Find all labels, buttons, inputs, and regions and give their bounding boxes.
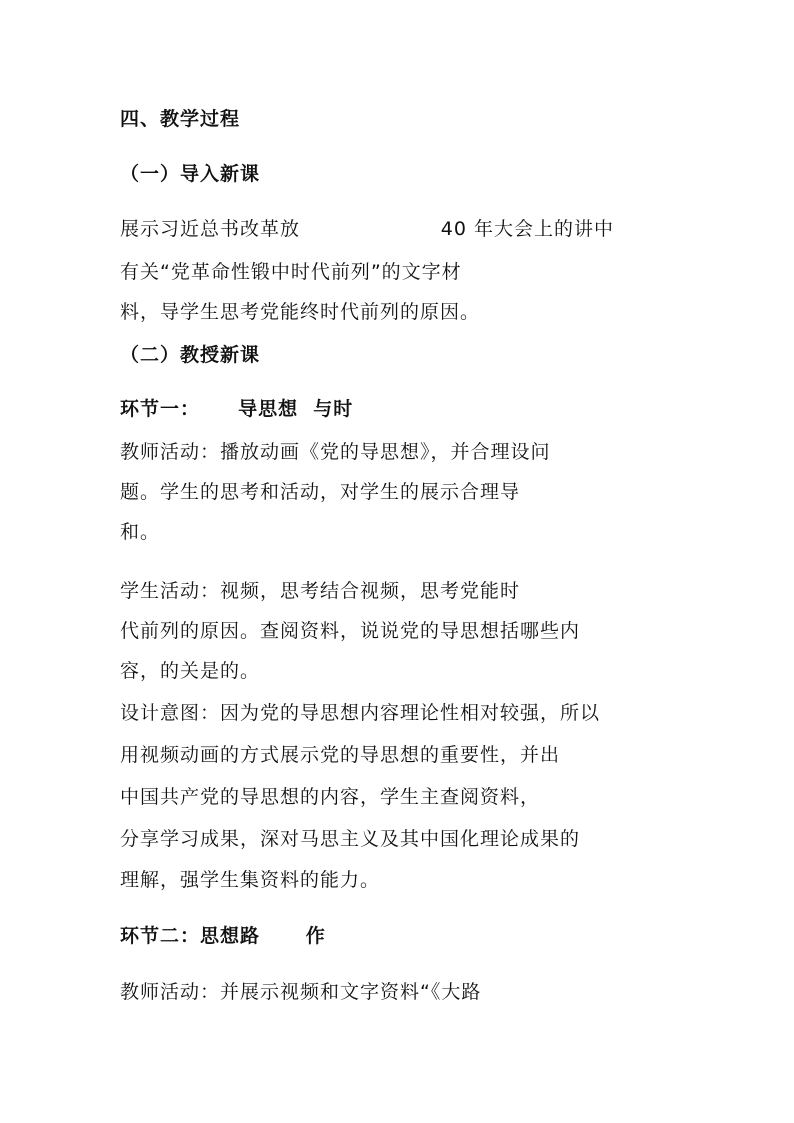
intro-line-1: 展示习近总书改革放 40 年大会上的讲中 bbox=[120, 218, 615, 240]
design-intent-1-line-5: 理解，强学生集资料的能力。 bbox=[120, 869, 381, 891]
intro-line-3: 料，导学生思考党能终时代前列的原因。 bbox=[120, 301, 481, 323]
teacher-activity-2-line-1: 教师活动：并展示视频和文字资料“《大路 bbox=[120, 981, 482, 1003]
teacher-activity-1-line-2: 题。学生的思考和活动，对学生的展示合理导 bbox=[120, 481, 521, 503]
design-intent-1-line-1: 设计意图：因为党的导思想内容理论性相对较强，所以 bbox=[120, 702, 601, 724]
student-activity-1-line-1: 学生活动：视频，思考结合视频，思考党能时 bbox=[120, 580, 521, 602]
teacher-activity-1-line-1: 教师活动：播放动画《党的导思想》，并合理设问 bbox=[120, 441, 551, 463]
subsection-title-teaching: （二）教授新课 bbox=[120, 344, 261, 366]
student-activity-1-line-3: 容，的关是的。 bbox=[120, 660, 261, 682]
student-activity-1-line-2: 代前列的原因。查阅资料，说说党的导思想括哪些内 bbox=[120, 620, 581, 642]
teacher-activity-1-line-3: 和。 bbox=[120, 521, 161, 543]
design-intent-1-line-4: 分享学习成果，深对马思主义及其中国化理论成果的 bbox=[120, 828, 581, 850]
design-intent-1-line-2: 用视频动画的方式展示党的导思想的重要性，并出 bbox=[120, 744, 561, 766]
step-two-title: 环节二：思想路 作 bbox=[120, 925, 326, 947]
design-intent-1-line-3: 中国共产党的导思想的内容，学生主查阅资料， bbox=[120, 786, 541, 808]
section-title: 四、教学过程 bbox=[120, 108, 241, 130]
subsection-title-intro: （一）导入新课 bbox=[120, 163, 261, 185]
step-one-title: 环节一： 导思想 与时 bbox=[120, 398, 354, 420]
intro-line-2: 有关“党革命性锻中时代前列”的文字材 bbox=[120, 261, 462, 283]
